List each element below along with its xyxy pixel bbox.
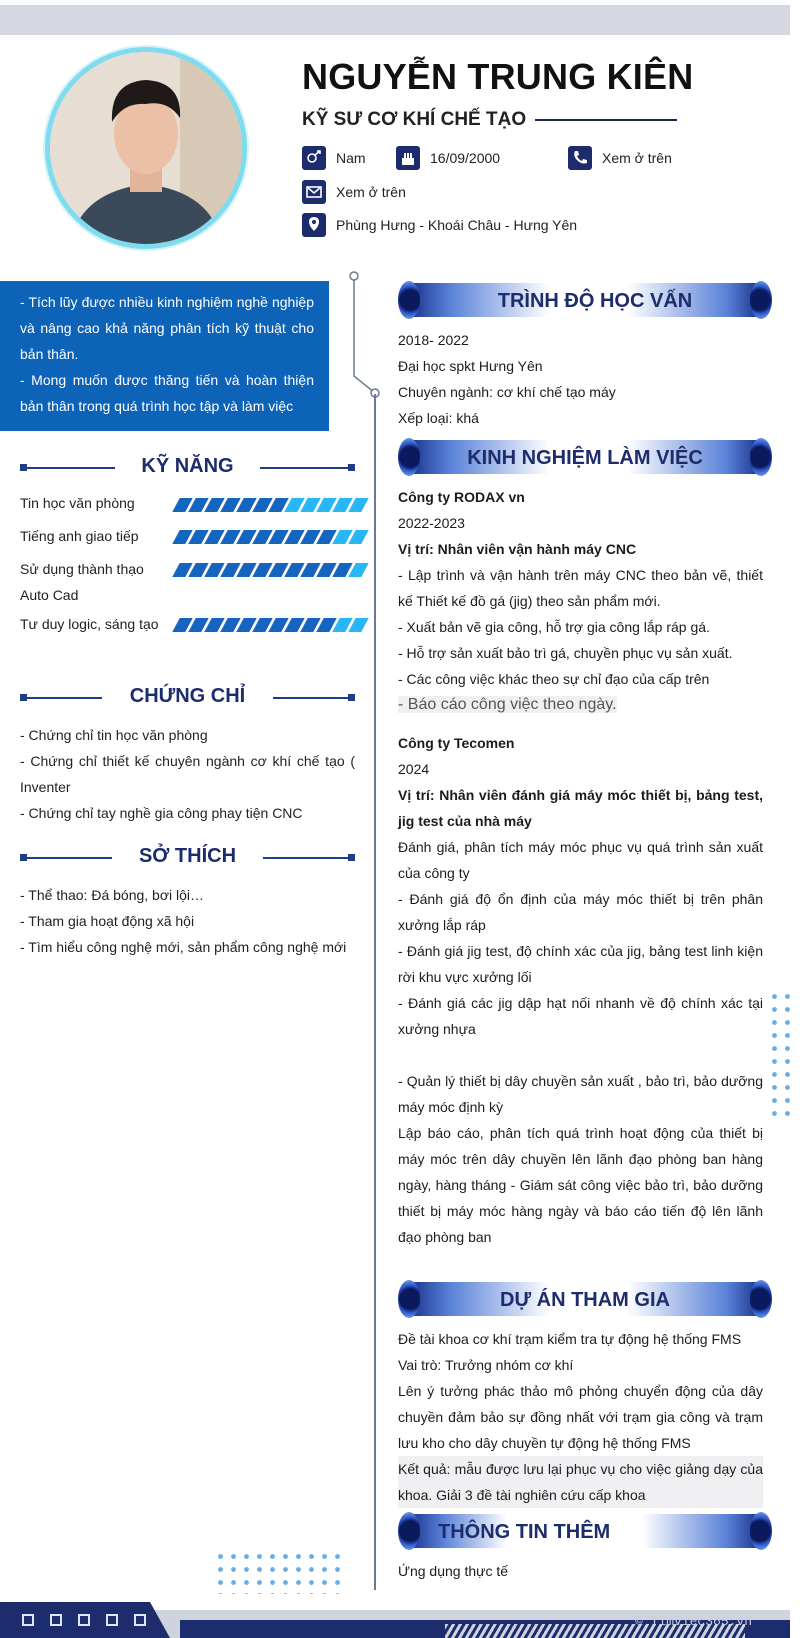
skills-heading <box>20 455 355 478</box>
gender-value: Nam <box>336 150 366 166</box>
projects-details <box>398 1326 763 1508</box>
education-details <box>398 327 763 431</box>
birthday-value: 16/09/2000 <box>430 150 501 166</box>
education-heading <box>398 281 772 319</box>
project-desc: Lên ý tưởng phác thảo mô phỏng chuyển động của dây chuyền đảm bảo sự đồng nhất với trạm gia công và trạm lưu kho cho dây chuyền tự động hệ thống FMS <box>398 1383 763 1451</box>
education-title: TRÌNH ĐỘ HỌC VẤN <box>497 290 693 312</box>
job-period: 2022-2023 <box>398 515 465 531</box>
phone-info <box>568 146 672 170</box>
phone-value[interactable]: Xem ở trên <box>602 150 672 166</box>
list-item: - Chứng chỉ thiết kế chuyên ngành cơ khí chế tạo ( Inventer <box>20 753 355 795</box>
list-item: - Chứng chỉ tin học văn phòng <box>20 727 208 743</box>
address-value: Phùng Hưng - Khoái Châu - Hưng Yên <box>336 217 578 233</box>
hobbies-title: SỞ THÍCH <box>138 845 237 867</box>
skill-label: Sử dụng thành thạo Auto Cad <box>20 561 144 603</box>
timeline-connector <box>340 268 385 398</box>
hobbies-heading <box>20 845 355 868</box>
skill-label: Tiếng anh giao tiếp <box>20 528 139 544</box>
list-item: Đánh giá, phân tích máy móc phục vụ quá trình sản xuất của công ty <box>398 839 763 881</box>
footer-square <box>134 1614 146 1626</box>
footer-square <box>78 1614 90 1626</box>
top-banner <box>0 5 790 35</box>
list-item: - Đánh giá các jig dập hạt nối nhanh về độ chính xác tại xưởng nhựa <box>398 995 763 1037</box>
certificates-heading <box>20 685 355 708</box>
list-item: Lập báo cáo, phân tích quá trình hoạt động của thiết bị máy móc trên dây chuyền lên lãnh đạo phòng ban hàng ngày, hàng tháng - Giám sát công việc bảo trì, bảo dưỡng thiết bị máy móc hàng ngày và báo cáo tiến độ lên lãnh đạo phòng ban <box>398 1125 763 1245</box>
intro-line-1: - Tích lũy được nhiều kinh nghiệm nghề nghiệp và nâng cao khả năng phân tích kỹ thuật cho bản thân. <box>20 294 314 362</box>
phone-icon <box>568 146 592 170</box>
list-item: - Chứng chỉ tay nghề gia công phay tiện CNC <box>20 805 303 821</box>
footer-square <box>106 1614 118 1626</box>
experience-job-1 <box>398 484 763 718</box>
avatar <box>45 47 247 249</box>
education-school: Đại học spkt Hưng Yên <box>398 358 543 374</box>
list-item: - Các công việc khác theo sự chỉ đạo của cấp trên <box>398 671 710 687</box>
mail-icon <box>302 180 326 204</box>
projects-title: DỰ ÁN THAM GIA <box>500 1289 670 1311</box>
dot-pattern-bottom <box>214 1550 342 1594</box>
list-item: - Lập trình và vận hành trên máy CNC theo bản vẽ, thiết kế Thiết kế đồ gá (jig) theo sản phẩm mới. <box>398 567 763 609</box>
education-years: 2018- 2022 <box>398 332 469 348</box>
footer-square <box>50 1614 62 1626</box>
projects-heading <box>398 1280 772 1318</box>
gender-info <box>302 146 366 170</box>
education-grade: Xếp loại: khá <box>398 410 479 426</box>
watermark: © Timviec365.vn <box>635 1614 753 1629</box>
location-pin-icon <box>302 213 326 237</box>
list-item: - Đánh giá độ ổn định của máy móc thiết bị trên phân xưởng lắp ráp <box>398 891 763 933</box>
intro-box <box>0 281 329 431</box>
additional-heading <box>398 1512 772 1550</box>
job-title: KỸ SƯ CƠ KHÍ CHẾ TẠO <box>302 109 527 130</box>
additional-text: Ứng dụng thực tế <box>398 1563 509 1579</box>
company-name: Công ty Tecomen <box>398 735 515 751</box>
experience-title: KINH NGHIỆM LÀM VIỆC <box>467 447 703 469</box>
list-item: - Tìm hiểu công nghệ mới, sản phẩm công nghệ mới <box>20 939 347 955</box>
education-major: Chuyên ngành: cơ khí chế tạo máy <box>398 384 616 400</box>
project-role: Vai trò: Trưởng nhóm cơ khí <box>398 1357 574 1373</box>
candidate-name: NGUYỄN TRUNG KIÊN <box>302 56 694 97</box>
timeline-line <box>374 394 376 1590</box>
job-position: Vị trí: Nhân viên đánh giá máy móc thiết bị, bảng test, jig test của nhà máy <box>398 787 763 829</box>
cake-icon <box>396 146 420 170</box>
title-divider <box>535 119 677 121</box>
experience-heading <box>398 438 772 476</box>
gender-icon <box>302 146 326 170</box>
list-item: - Tham gia hoạt động xã hội <box>20 913 195 929</box>
experience-job-2 <box>398 730 763 1250</box>
footer-bar <box>0 1602 790 1638</box>
additional-title: THÔNG TIN THÊM <box>438 1521 611 1543</box>
skills-title: KỸ NĂNG <box>141 455 234 477</box>
skill-label: Tin học văn phòng <box>20 495 135 511</box>
certificates-title: CHỨNG CHỈ <box>129 685 246 707</box>
email-info <box>302 180 406 204</box>
list-item: - Báo cáo công việc theo ngày. <box>398 696 617 713</box>
job-position: Vị trí: Nhân viên vận hành máy CNC <box>398 541 637 557</box>
intro-line-2: - Mong muốn được thăng tiến và hoàn thiện bản thân trong quá trình học tập và làm việc <box>20 372 314 414</box>
skill-level-bar <box>176 498 365 512</box>
certificates-list <box>20 722 355 826</box>
list-item: - Hỗ trợ sản xuất bảo trì gá, chuyền phục vụ sản xuất. <box>398 645 733 661</box>
job-period: 2024 <box>398 761 430 777</box>
footer-square <box>22 1614 34 1626</box>
list-item: - Xuất bản vẽ gia công, hỗ trợ gia công lắp ráp gá. <box>398 619 710 635</box>
list-item: - Thể thao: Đá bóng, bơi lội… <box>20 887 205 903</box>
hobbies-list <box>20 882 355 960</box>
project-result: Kết quả: mẫu được lưu lại phục vụ cho việc giảng dạy của khoa. Giải 3 đề tài nghiên cứu cấp khoa <box>398 1456 763 1508</box>
project-name: Đề tài khoa cơ khí trạm kiểm tra tự động hệ thống FMS <box>398 1331 742 1347</box>
address-info <box>302 213 577 237</box>
email-value[interactable]: Xem ở trên <box>336 184 406 200</box>
skill-level-bar <box>176 530 365 544</box>
list-item: - Quản lý thiết bị dây chuyền sản xuất , bảo trì, bảo dưỡng máy móc định kỳ <box>398 1073 763 1115</box>
skill-label: Tư duy logic, sáng tạo <box>20 616 159 632</box>
list-item: - Đánh giá jig test, độ chính xác của jig, bảng test linh kiện rời khu vực xưởng lối <box>398 943 763 985</box>
skill-level-bar <box>176 618 365 632</box>
dot-pattern-right <box>768 990 796 1120</box>
birthday-info <box>396 146 500 170</box>
company-name: Công ty RODAX vn <box>398 489 525 505</box>
skill-level-bar <box>176 563 365 577</box>
